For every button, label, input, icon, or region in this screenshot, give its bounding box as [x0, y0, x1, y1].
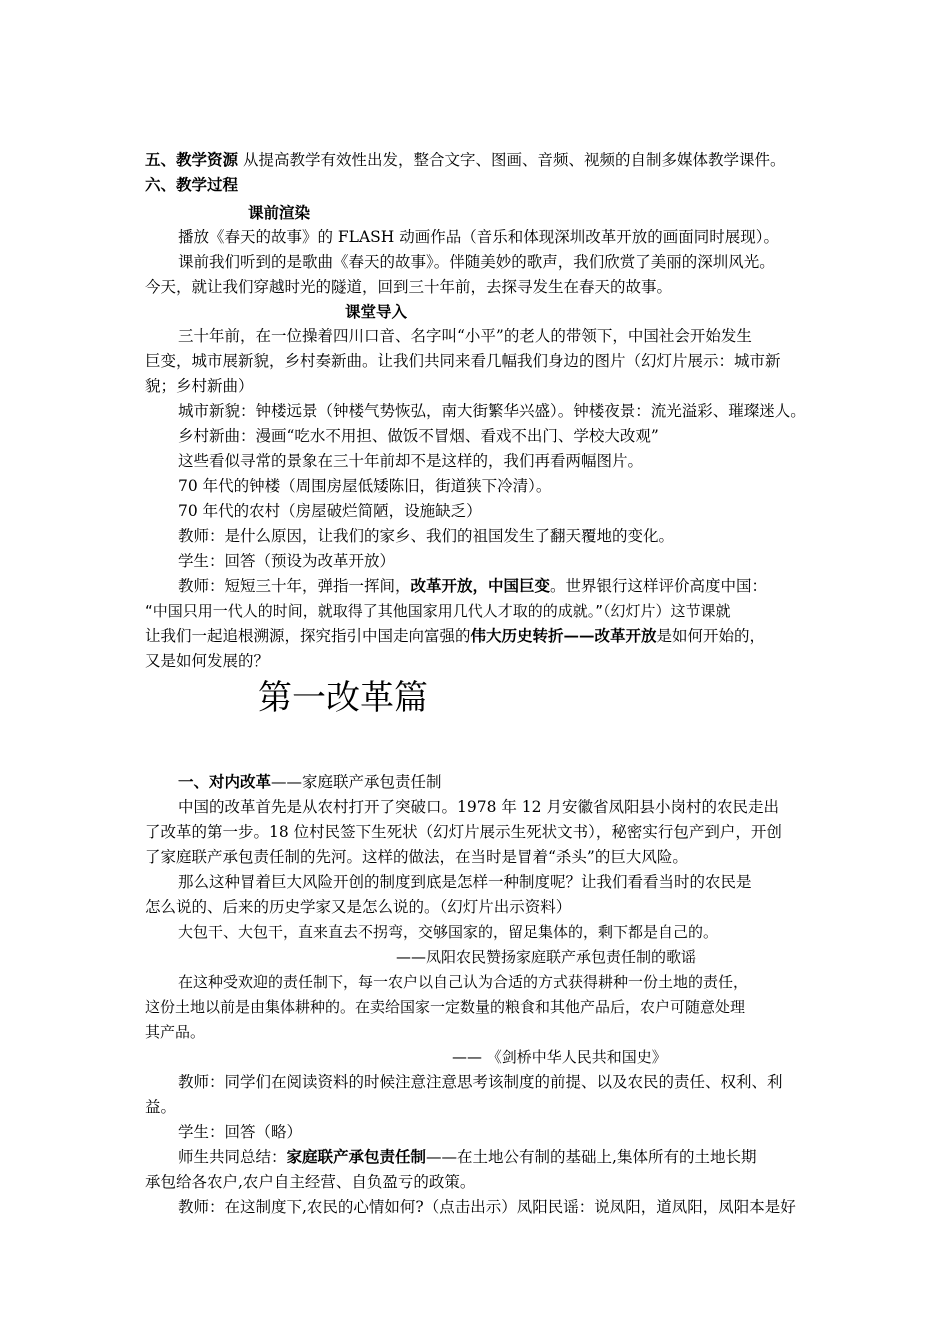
section-1-heading [178, 770, 848, 794]
section-5 [145, 148, 815, 172]
quote: 这份土地以前是由集体耕种的。在卖给国家一定数量的粮食和其他产品后，农户可随意处理 [145, 998, 746, 1016]
paragraph: 学生：回答（预设为改革开放） [178, 552, 396, 570]
paragraph: 了家庭联产承包责任制的先河。这样的做法，在当时是冒着“杀头”的巨大风险。 [145, 848, 688, 866]
quote: 在这种受欢迎的责任制下，每一农户以自己认为合适的方式获得耕种一份土地的责任， [178, 973, 749, 991]
paragraph: 今天，就让我们穿越时光的隧道，回到三十年前，去探寻发生在春天的故事。 [145, 278, 673, 296]
paragraph: 中国的改革首先是从农村打开了突破口。1978 年 12 月安徽省凤阳县小岗村的农民走出 [178, 798, 779, 816]
paragraph: 70 年代的钟楼（周围房屋低矮陈旧，街道狭下冷清）。 [178, 477, 552, 495]
section-1-heading-rest: ——家庭联产承包责任制 [271, 773, 442, 791]
quote: 大包干、大包干，直来直去不拐弯，交够国家的，留足集体的，剩下都是自己的。 [178, 923, 719, 941]
paragraph: 那么这种冒着巨大风险开创的制度到底是怎样一种制度呢？让我们看看当时的农民是 [178, 873, 752, 891]
intro-heading: 课堂导入 [345, 302, 408, 321]
text: 。世界银行这样评价高度中国： [550, 577, 768, 595]
chapter-title: 第一改革篇 [258, 678, 428, 718]
section-5-text: 从提高教学有效性出发，整合文字、图画、音频、视频的自制多媒体教学课件。 [242, 151, 786, 169]
emphasis: 家庭联产承包责任制 [286, 1147, 427, 1166]
paragraph: 这些看似寻常的景象在三十年前却不是这样的，我们再看两幅图片。 [178, 452, 644, 470]
quote-source: —— 《剑桥中华人民共和国史》 [452, 1048, 667, 1066]
paragraph: “中国只用一代人的时间，就取得了其他国家用几代人才取的的成就。”（幻灯片）这节课就 [145, 602, 731, 620]
paragraph: 貌；乡村新曲） [145, 377, 254, 395]
paragraph: 教师：是什么原因，让我们的家乡、我们的祖国发生了翻天覆地的变化。 [178, 527, 675, 545]
paragraph: 了改革的第一步。18 位村民签下生死状（幻灯片展示生死状文书），秘密实行包产到户，开创 [145, 823, 782, 841]
paragraph: 70 年代的农村（房屋破烂简陋，设施缺乏） [178, 502, 482, 520]
paragraph: 学生：回答（略） [178, 1123, 303, 1141]
text: 是如何开始的， [656, 627, 766, 645]
pre-class-heading: 课前渲染 [248, 203, 311, 222]
paragraph [145, 624, 815, 648]
text: 师生共同总结： [178, 1148, 287, 1166]
paragraph: 城市新貌：钟楼远景（钟楼气势恢弘，南大街繁华兴盛）。钟楼夜景：流光溢彩、璀璨迷人。 [178, 402, 806, 420]
paragraph: 教师：在这制度下,农民的心情如何?（点击出示）凤阳民谣：说凤阳，道凤阳，凤阳本是好 [178, 1198, 796, 1216]
paragraph: 三十年前，在一位操着四川口音、名字叫“小平”的老人的带领下，中国社会开始发生 [178, 327, 752, 345]
paragraph: 益。 [145, 1098, 177, 1116]
section-6-heading: 六、教学过程 [145, 175, 239, 194]
section-5-heading: 五、教学资源 [145, 150, 239, 169]
paragraph: 教师：同学们在阅读资料的时候注意注意思考该制度的前提、以及农民的责任、权利、利 [178, 1073, 783, 1091]
paragraph: 巨变，城市展新貌，乡村奏新曲。让我们共同来看几幅我们身边的图片（幻灯片展示：城市新 [145, 352, 781, 370]
paragraph: 播放《春天的故事》的 FLASH 动画作品（音乐和体现深圳改革开放的画面同时展现）。 [178, 228, 779, 246]
section-1-heading-bold: 一、对内改革 [178, 772, 272, 791]
quote: 其产品。 [145, 1023, 206, 1041]
paragraph: 承包给各农户,农户自主经营、自负盈亏的政策。 [145, 1173, 476, 1191]
paragraph: 乡村新曲：漫画“吃水不用担、做饭不冒烟、看戏不出门、学校大改观” [178, 427, 659, 445]
paragraph [178, 574, 848, 598]
text: ——在土地公有制的基础上,集体所有的土地长期 [426, 1148, 757, 1166]
emphasis: 改革开放，中国巨变 [410, 576, 551, 595]
text: 让我们一起追根溯源，探究指引中国走向富强的 [145, 627, 471, 645]
emphasis: 伟大历史转折——改革开放 [470, 626, 657, 645]
paragraph [178, 1145, 848, 1169]
paragraph: 又是如何发展的？ [145, 652, 270, 670]
paragraph: 课前我们听到的是歌曲《春天的故事》。伴随美妙的歌声，我们欣赏了美丽的深圳风光。 [178, 253, 775, 271]
paragraph: 怎么说的、后来的历史学家又是怎么说的。（幻灯片出示资料） [145, 898, 572, 916]
quote-source: ——凤阳农民赞扬家庭联产承包责任制的歌谣 [396, 948, 697, 966]
text: 教师：短短三十年，弹指一挥间， [178, 577, 411, 595]
